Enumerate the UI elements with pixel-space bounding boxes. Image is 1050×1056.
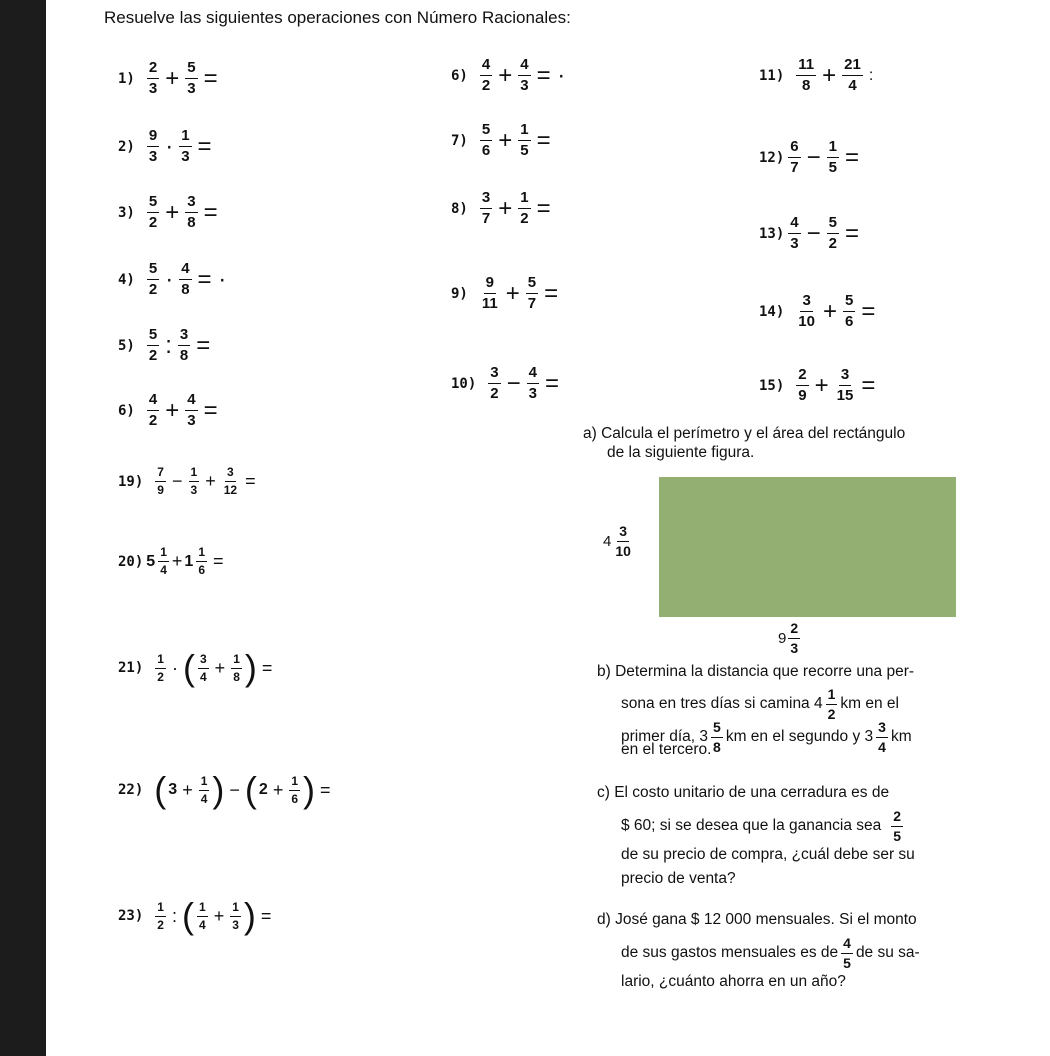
fraction: 7 9 [157,465,164,497]
exercise-10: 10) 3 2 − $\frac{4}{3}$ = [451,364,560,402]
fraction: 3 2 [490,364,499,402]
problem-a: a) Calcula el perímetro y el área del rectángulo de la siguiente figura. [583,425,906,461]
fraction: 2 3 [790,620,799,656]
problem-d: d) José gana $ 12 000 mensuales. Si el monto de sus gastos mensuales es de 4 5 de su sa- lario, ¿cuánto ahorra en un año? [597,911,920,990]
fraction: 5 2 [148,260,158,298]
dark-left-border [0,0,46,1056]
fraction: $\frac{4}{8}$ [181,260,190,298]
fraction: 4 5 [843,934,851,971]
fraction: $\frac{5}{2}$ [828,214,837,252]
fraction: $\frac{1}{2}$ [520,189,529,227]
exercise-11: 11) 11 8 + $\frac{21}{4}$ : [759,56,874,94]
fraction: $\frac{1}{6}$ [198,545,205,577]
exercise-23: 23) 1 2 : ( 1 4 + $\frac{1}{3}$ ) = [118,895,272,936]
fraction: 1 2 [827,685,836,722]
fraction: $\frac{1}{3}$ [232,899,239,932]
fraction: 3 10 [615,523,631,559]
exercise-13: 13) 4 3 − $\frac{5}{2}$ = [759,214,860,252]
fraction: 4 2 [148,391,158,429]
fraction: $\frac{3}{8}$ [179,326,189,364]
fraction: $\frac{4}{3}$ [520,56,529,94]
exercise-6-left: 6) 4 2 + $\frac{4}{3}$ = [118,391,218,429]
fraction: $\frac{4}{3}$ [528,364,537,402]
problem-b: b) Determina la distancia que recorre una per- sona en tres días si camina 4 1 2 km en el primer día, 3 5 8 km en el segundo y 3 3 4 km en el tercero. [597,663,915,758]
exercise-2: 2) 9 3 · $\frac{1}{3}$ = [118,127,212,165]
fraction: $\frac{3}{8}$ [187,193,196,231]
fraction: 3 4 [878,718,886,755]
exercise-8: 8) 3 7 + $\frac{1}{2}$ = [451,189,551,227]
exercise-12: 12) 6 7 − $\frac{1}{5}$ = [759,138,860,176]
fraction: 5 2 [148,193,158,231]
exercise-7: 7) 5 6 + $\frac{1}{5}$ = [451,121,551,159]
fraction: 5 2 [148,326,158,364]
exercise-20: 20) 5 1 4 + 1 $\frac{1}{6}$ = [118,545,224,577]
fraction: 1 2 [157,651,164,684]
problem-c: c) El costo unitario de una cerradura es de $ 60; si se desea que la ganancia sea 2 5 de su precio de compra, ¿cuál debe ser su precio de venta? [597,784,915,888]
exercise-21: 21) 1 2 · ( 3 4 + $\frac{1}{8}$ ) = [118,647,273,688]
fraction: 3 7 [481,189,491,227]
fraction: $\frac{3}{12}$ [223,465,238,497]
exercise-1: 1) 2 3 + $\frac{5}{3}$ = [118,59,218,97]
fraction: $\frac{5}{6}$ [845,292,854,330]
green-rectangle [659,477,956,617]
fraction: 1 4 [199,899,206,932]
fraction: $\frac{1}{6}$ [291,773,299,806]
exercise-19: 19) 7 9 − $\frac{1}{3}$ + $\frac{3}{12}$ = [118,465,256,497]
fraction: 2 5 [893,807,902,844]
exercise-22: 22) ( 3 + $\frac{1}{4}$ ) − ( 2 + $\frac{1}{6}$ ) = [118,769,331,810]
exercise-14: 14) 3 10 + $\frac{5}{6}$ = [759,292,876,330]
fraction: 3 4 [199,651,207,684]
fraction: 11 8 [798,56,815,94]
exercise-6-middle: 6) 4 2 + $\frac{4}{3}$ = · [451,56,566,94]
fraction: $\frac{1}{5}$ [520,121,529,159]
fraction: $\frac{1}{8}$ [233,651,240,684]
fraction: $\frac{5}{3}$ [187,59,196,97]
fraction: $\frac{1}{3}$ [190,465,198,497]
fraction: 3 10 [798,292,815,330]
fraction: 4 2 [481,56,491,94]
fraction: 5 8 [713,718,721,755]
rect-width-label: 9 2 3 [778,620,799,656]
exercise-5: 5) 5 2 : $\frac{3}{8}$ = [118,326,211,364]
fraction: $\frac{3}{15}$ [836,366,854,404]
fraction: 2 9 [798,366,807,404]
fraction: $\frac{5}{7}$ [527,274,537,312]
rect-height-label: 4 3 10 [603,523,631,559]
exercise-3: 3) 5 2 + $\frac{3}{8}$ = [118,193,218,231]
fraction: 1 2 [157,899,164,932]
fraction: 9 3 [148,127,158,165]
fraction: $\frac{21}{4}$ [844,56,861,94]
fraction: 4 3 [790,214,799,252]
fraction: 6 7 [790,138,799,176]
worksheet-title: Resuelve las siguientes operaciones con Número Racionales: [104,8,571,27]
exercise-15: 15) 2 9 + $\frac{3}{15}$ = [759,366,876,404]
fraction: $\frac{1}{3}$ [181,127,190,165]
fraction: $\frac{1}{5}$ [828,138,837,176]
fraction: 9 11 [481,274,498,312]
fraction: 1 4 [160,545,167,577]
exercise-4: 4) 5 2 · $\frac{4}{8}$ = · [118,260,227,298]
exercise-9: 9) 9 11 + $\frac{5}{7}$ = [451,274,559,312]
fraction: 5 6 [481,121,491,159]
fraction: 2 3 [148,59,158,97]
fraction: $\frac{4}{3}$ [187,391,196,429]
fraction: $\frac{1}{4}$ [200,773,208,806]
